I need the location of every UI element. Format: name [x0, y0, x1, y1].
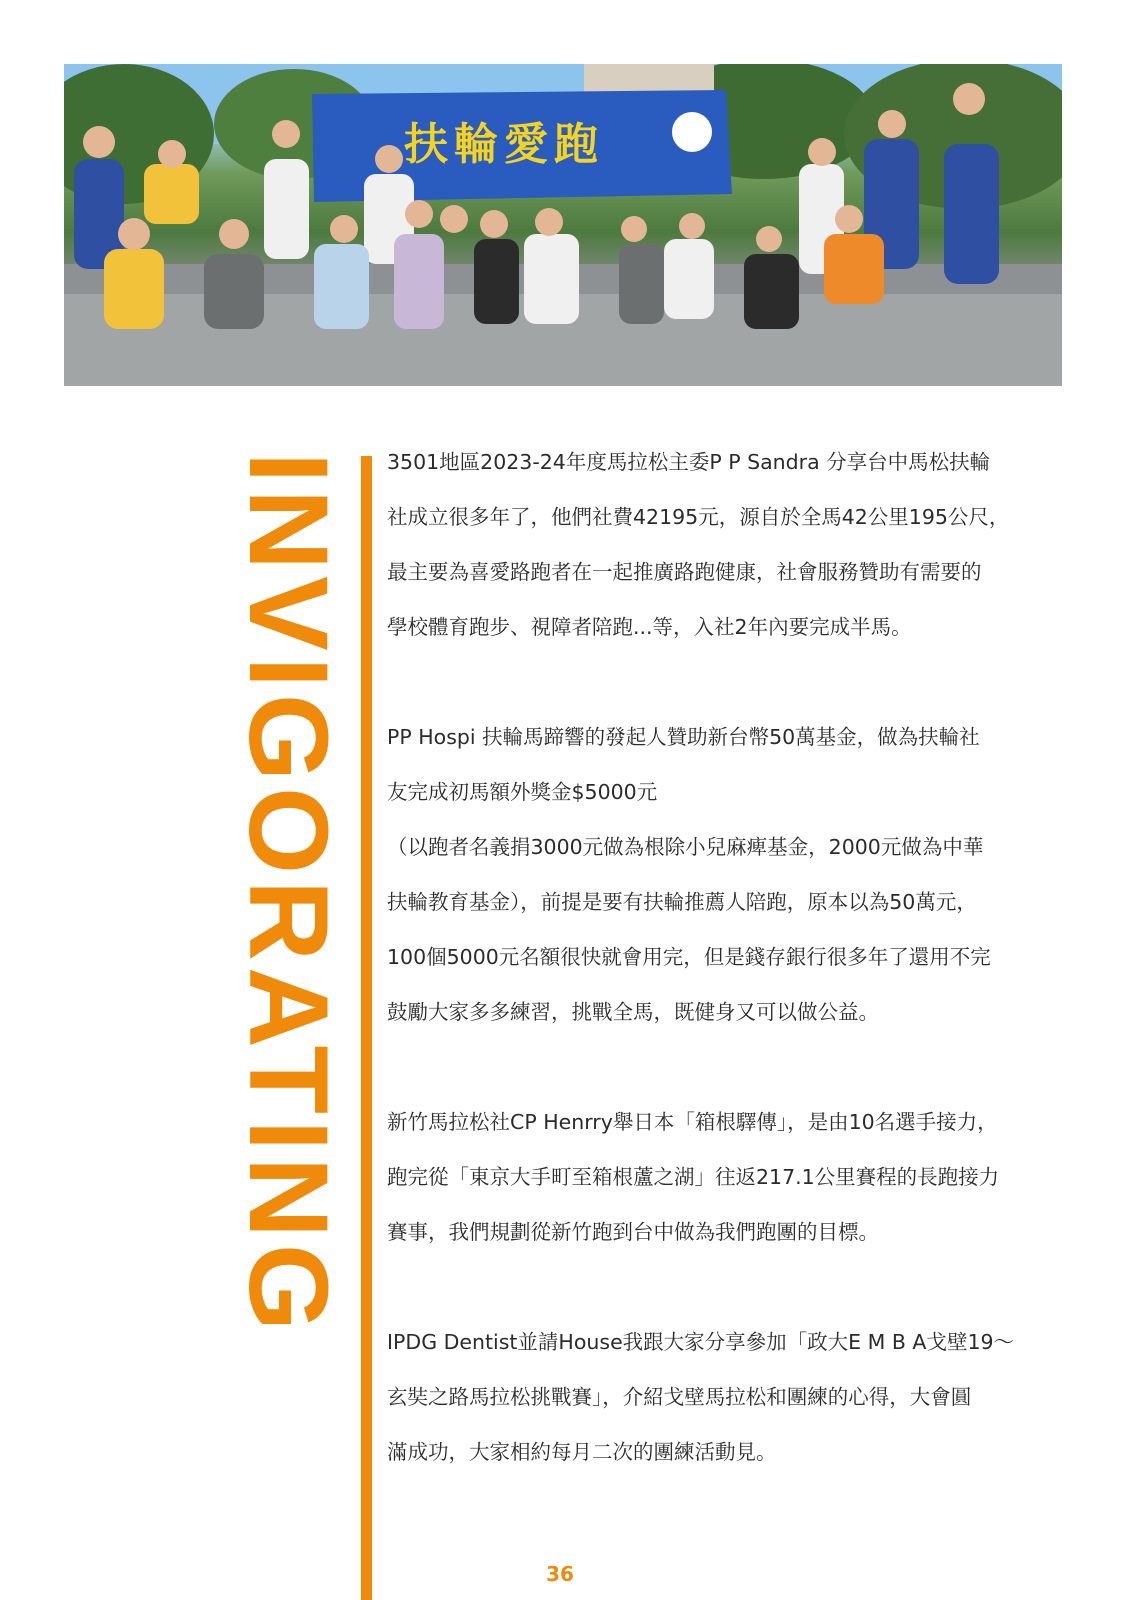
paragraph: [387, 435, 1067, 655]
paragraph: [387, 710, 1067, 1040]
group-photo: [64, 64, 1062, 386]
text-line: 3501地區2023-24年度馬拉松主委P P Sandra 分享台中馬松扶輪: [387, 450, 991, 474]
text-line: 跑完從「東京大手町至箱根蘆之湖」往返217.1公里賽程的長跑接力: [387, 1165, 1000, 1189]
accent-bar: [361, 456, 372, 1600]
paragraph: [387, 1315, 1067, 1480]
text-line: 最主要為喜愛路跑者在一起推廣路跑健康，社會服務贊助有需要的: [387, 560, 982, 584]
page-number: 36: [546, 1562, 574, 1586]
text-line: PP Hospi 扶輪馬蹄響的發起人贊助新台幣50萬基金，做為扶輪社: [387, 725, 980, 749]
text-line: 玄奘之路馬拉松挑戰賽」，介紹戈壁馬拉松和團練的心得，大會圓: [387, 1385, 972, 1409]
side-title-container: [226, 452, 351, 1470]
paragraph-gap: [387, 1260, 1067, 1315]
text-line: 社成立很多年了，他們社費42195元，源自於全馬42公里195公尺，: [387, 505, 1010, 529]
text-line: 新竹馬拉松社CP Henrry舉日本「箱根驛傳」，是由10名選手接力，: [387, 1110, 998, 1134]
banner-text: 扶輪愛跑: [404, 119, 604, 170]
text-line: 學校體育跑步、視障者陪跑...等，入社2年內要完成半馬。: [387, 615, 912, 639]
text-line: IPDG Dentist並請House我跟大家分享參加「政大E M B A戈壁19～: [387, 1330, 1015, 1354]
text-line: 友完成初馬額外獎金$5000元: [387, 780, 658, 804]
side-title: INVIGORATING: [226, 452, 351, 1338]
article-body: [387, 435, 1067, 1480]
paragraph: [387, 1095, 1067, 1260]
text-line: （以跑者名義捐3000元做為根除小兒麻痺基金，2000元做為中華: [387, 835, 984, 859]
text-line: 滿成功，大家相約每月二次的團練活動見。: [387, 1440, 777, 1464]
text-line: 100個5000元名額很快就會用完，但是錢存銀行很多年了還用不完: [387, 945, 991, 969]
paragraph-gap: [387, 655, 1067, 710]
paragraph-gap: [387, 1040, 1067, 1095]
text-line: 扶輪教育基金），前提是要有扶輪推薦人陪跑，原本以為50萬元，: [387, 890, 977, 914]
text-line: 鼓勵大家多多練習，挑戰全馬，既健身又可以做公益。: [387, 1000, 879, 1024]
text-line: 賽事，我們規劃從新竹跑到台中做為我們跑團的目標。: [387, 1220, 879, 1244]
